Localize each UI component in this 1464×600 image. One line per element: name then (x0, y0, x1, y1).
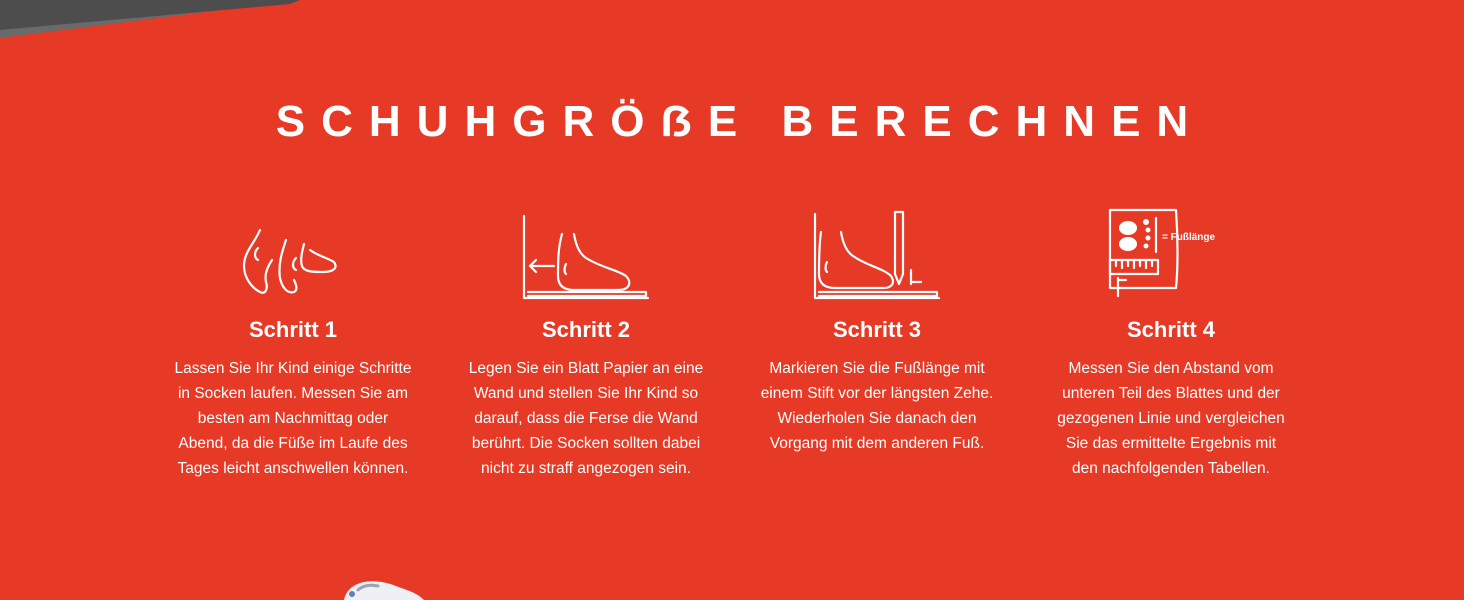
foot-pencil-mark-icon (752, 200, 1002, 300)
step-1-text: Lassen Sie Ihr Kind einige Schritte in Socken laufen. Messen Sie am besten am Nachmittag oder Abend, da die Füße im Laufe des Tages leicht anschwellen können. (174, 360, 412, 477)
shoe-image (340, 578, 430, 600)
ruler-measure-icon (1046, 200, 1296, 300)
step-4-title: Schritt 4 (1126, 317, 1216, 342)
step-2-title: Schritt 2 (541, 317, 631, 342)
step-1-title: Schritt 1 (248, 317, 338, 342)
step-1 (168, 200, 418, 481)
walking-feet-icon (168, 200, 418, 300)
foot-length-label: = Fußlänge (1162, 232, 1216, 243)
page-title: SCHUHGRÖẞE BERECHNEN (275, 97, 1205, 146)
corner-decoration (0, 0, 300, 40)
foot-on-paper-icon (461, 200, 711, 300)
step-3-title: Schritt 3 (832, 317, 922, 342)
step-4-text: Messen Sie den Abstand vom unteren Teil des Blattes und der gezogenen Linie und vergleichen Sie das ermittelte Ergebnis mit den nachfolgenden Tabellen. (1057, 360, 1285, 477)
step-3 (752, 200, 1002, 456)
step-4 (1046, 200, 1296, 481)
step-2 (461, 200, 711, 481)
step-3-text: Markieren Sie die Fußlänge mit einem Stift vor der längsten Zehe. Wiederholen Sie danach den Vorgang mit dem anderen Fuß. (760, 360, 994, 452)
step-2-text: Legen Sie ein Blatt Papier an eine Wand und stellen Sie Ihr Kind so darauf, dass die Ferse die Wand berührt. Die Socken sollten dabei nicht zu straff angezogen sein. (468, 360, 704, 477)
